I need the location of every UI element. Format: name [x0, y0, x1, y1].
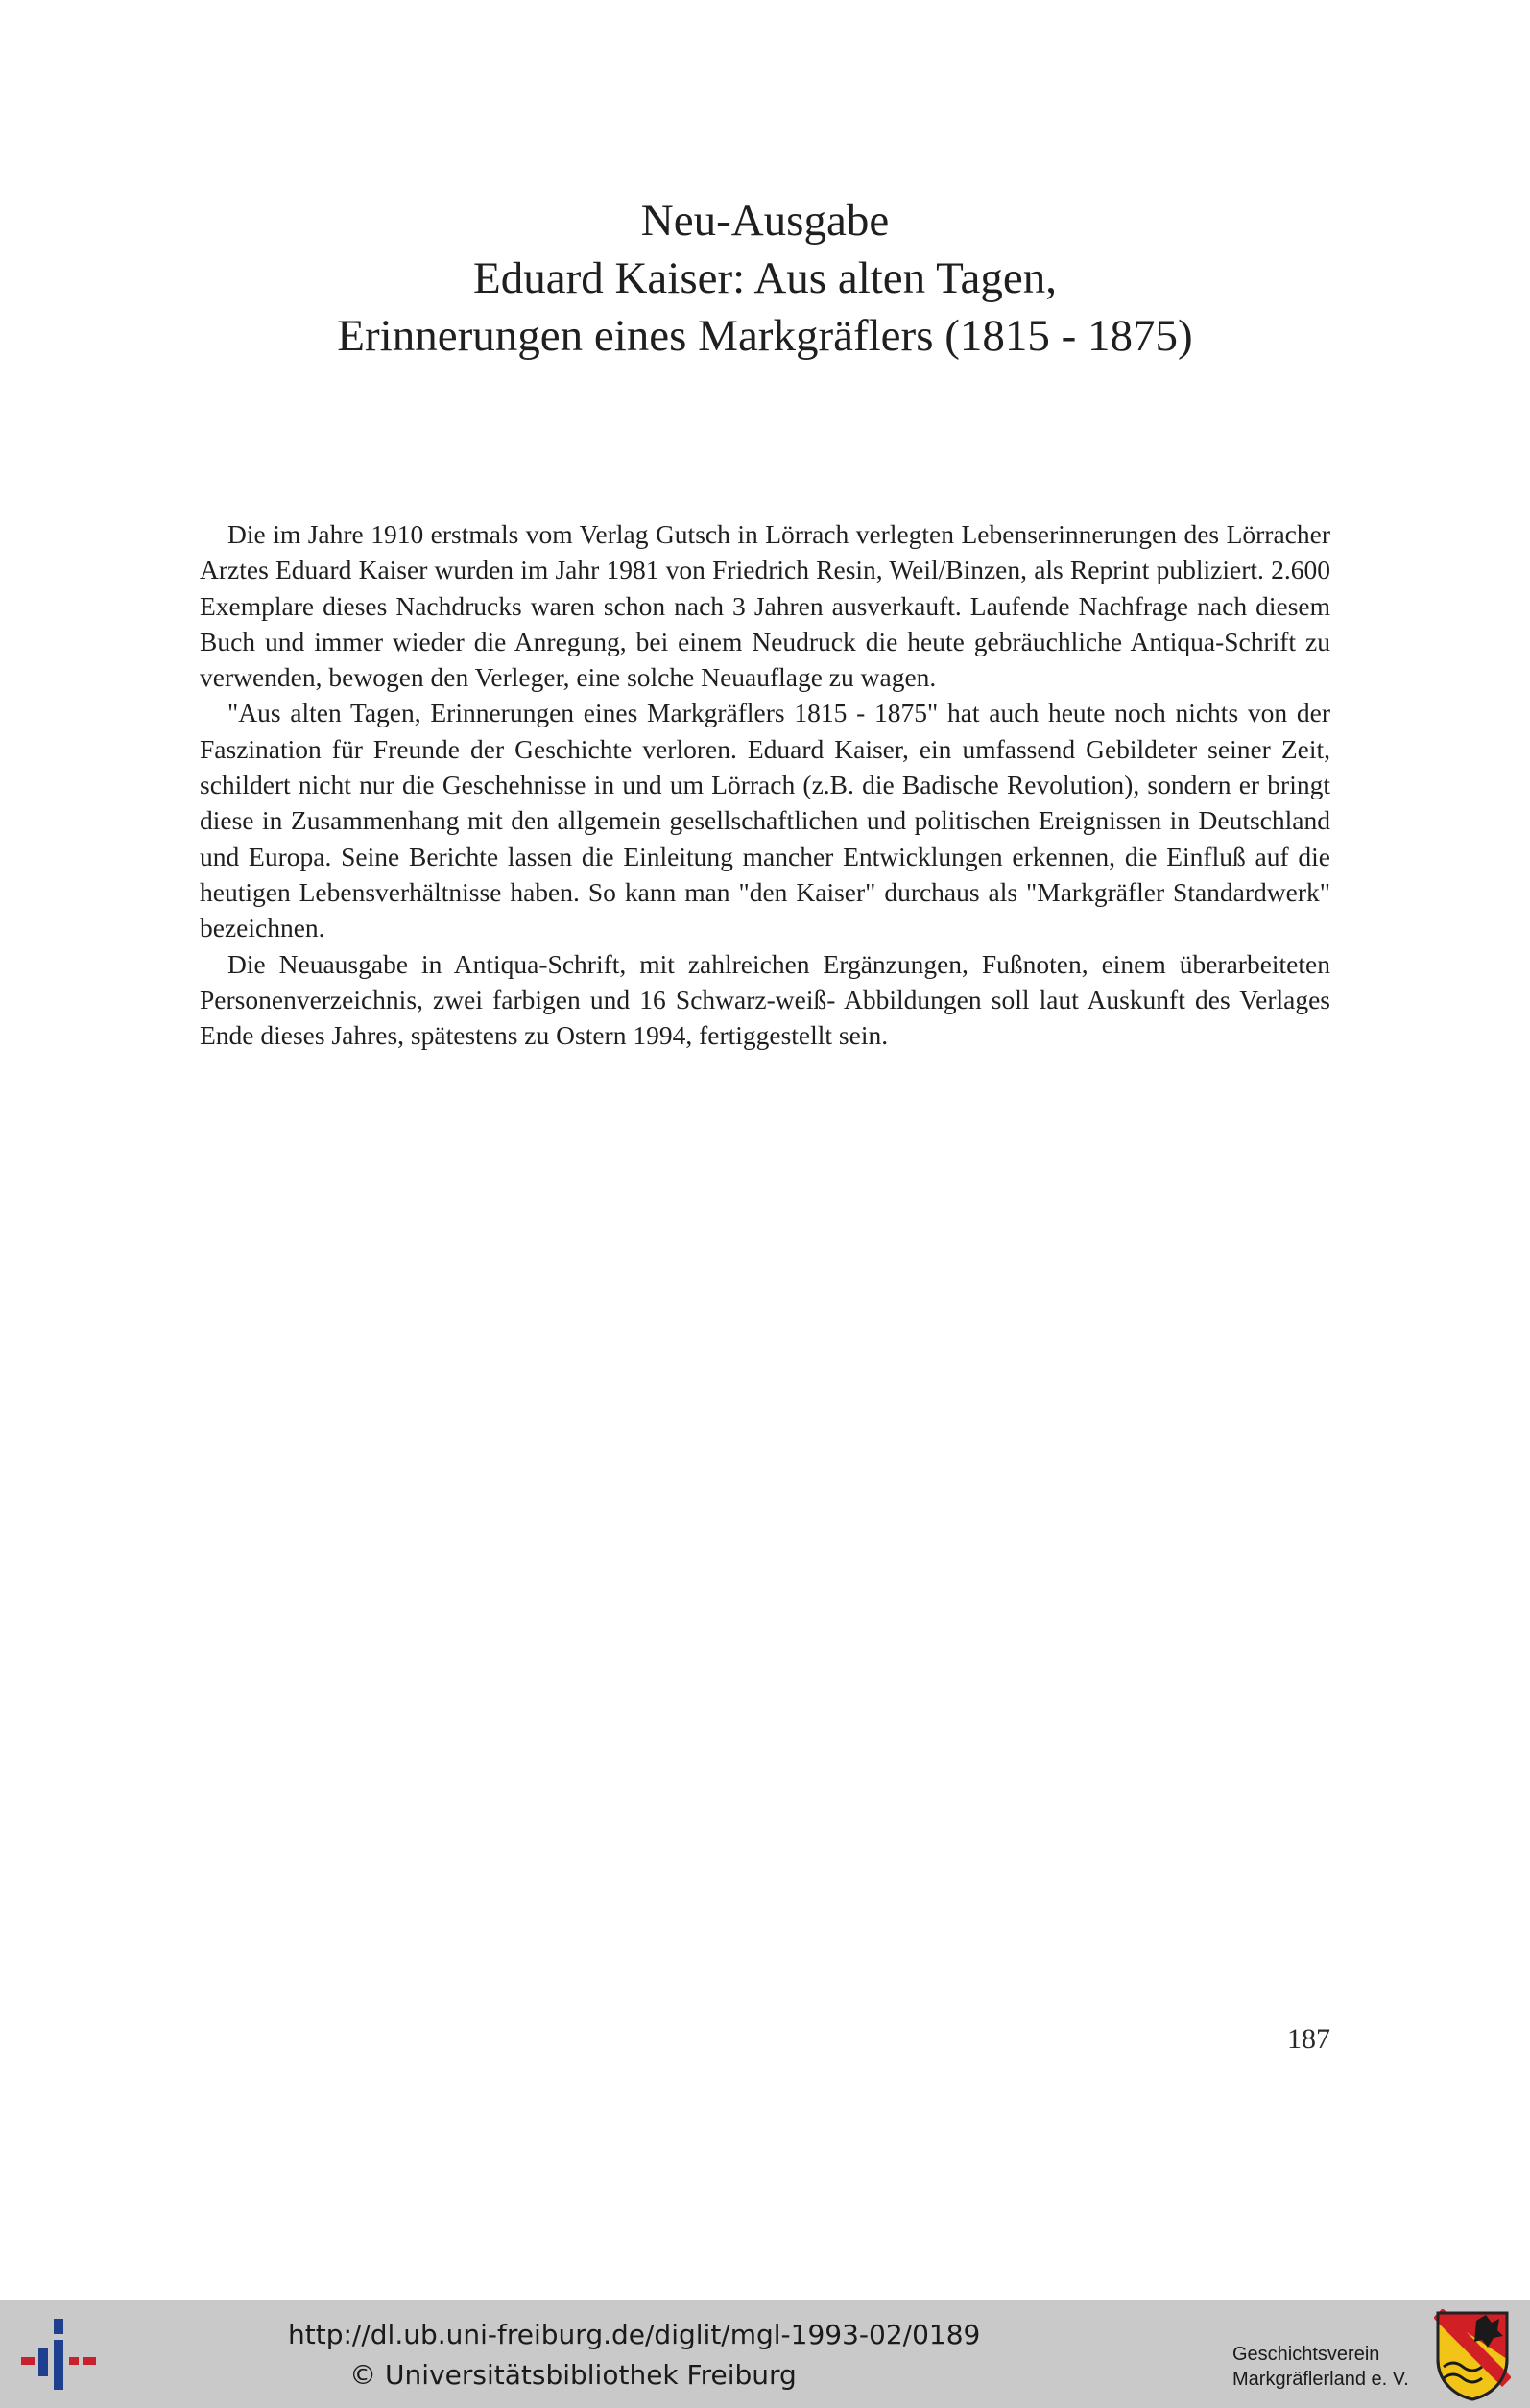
title-line-2: Eduard Kaiser: Aus alten Tagen, [473, 253, 1057, 303]
society-name-line-1: Geschichtsverein [1232, 2344, 1380, 2365]
paragraph-3: Die Neuausgabe in Antiqua-Schrift, mit zahlreichen Ergänzungen, Fußnoten, einem überarbeiteten Personenverzeichnis, zwei farbigen und 16 Schwarz-weiß- Abbildungen soll laut Auskunft des Verlages Ende dieses Jahres, spätestens zu Ostern 1994, fertiggestellt sein. [200, 948, 1330, 1051]
paragraph-1: Die im Jahre 1910 erstmals vom Verlag Gutsch in Lörrach verlegten Lebenserinnerungen des Lörracher Arztes Eduard Kaiser wurden im Jahr 1981 von Friedrich Resin, Weil/Binzen, als Reprint publiziert. 2.600 Exemplare dieses Nachdrucks waren schon nach 3 Jahren ausverkauft. Laufende Nachfrage nach diesem Buch und immer wieder die Anregung, bei einem Neudruck die heute gebräuchliche Antiqua-Schrift zu verwenden, bewogen den Verleger, eine solche Neuauflage zu wagen. [200, 519, 1330, 693]
society-name-line-2: Markgräflerland e. V. [1232, 2369, 1409, 2390]
article-body [200, 516, 1330, 1053]
coat-of-arms-icon [1434, 2309, 1511, 2401]
page-number: 187 [1287, 2023, 1330, 2055]
footer-url-link[interactable]: http://dl.ub.uni-freiburg.de/diglit/mgl-1993-02/0189 [288, 2319, 981, 2350]
title-line-1: Neu-Ausgabe [640, 196, 890, 246]
page-title [0, 192, 1530, 365]
university-library-logo-icon [19, 2315, 98, 2394]
title-line-3: Erinnerungen eines Markgräflers (1815 - 1875) [337, 311, 1193, 361]
society-name [1232, 2342, 1409, 2392]
footer-bar [0, 2300, 1530, 2408]
paragraph-2: "Aus alten Tagen, Erinnerungen eines Markgräflers 1815 - 1875" hat auch heute noch nichts von der Faszination für Freunde der Geschichte verloren. Eduard Kaiser, ein umfassend Gebildeter seiner Zeit, schildert nicht nur die Geschehnisse in und um Lörrach (z.B. die Badische Revolution), sondern er bringt diese in Zusammenhang mit den allgemein gesellschaftlichen und politischen Ereignissen in Deutschland und Europa. Seine Berichte lassen die Einleitung mancher Entwicklungen erkennen, die Einfluß auf die heutigen Lebensverhältnisse haben. So kann man "den Kaiser" durchaus als "Markgräfler Standardwerk" bezeichnen. [200, 698, 1330, 943]
footer-copyright: © Universitätsbibliothek Freiburg [349, 2359, 797, 2391]
